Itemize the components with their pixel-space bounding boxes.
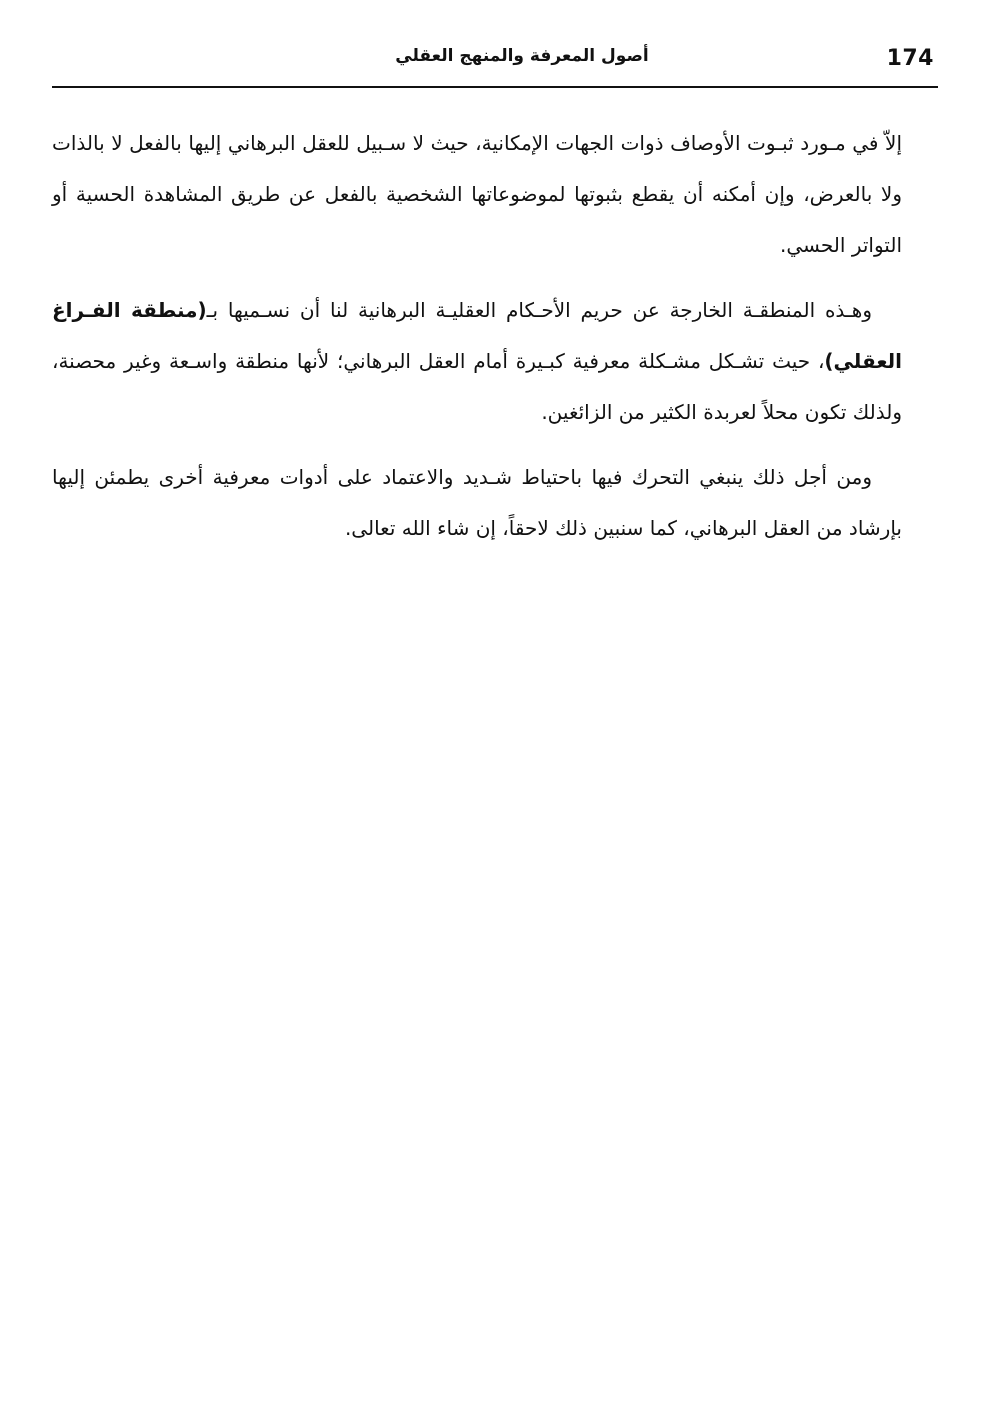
header-divider <box>52 86 938 88</box>
term-emphasis: (منطقة الفـراغ العقلي) <box>52 298 902 373</box>
paragraph-1: إلاّ في مـورد ثبـوت الأوصاف ذوات الجهات الإمكانية، حيث لا سـبيل للعقل البرهاني إليها بالفعل لا بالذات ولا بالعرض، وإن أمكنه أن يقطع بثبوتها لموضوعاتها الشخصية بالفعل عن طريق المشاهدة الحسية أو التواتر الحسي. <box>52 131 902 257</box>
paragraph-2-text-start: وهـذه المنطقـة الخارجة عن حريم الأحـكام العقليـة البرهانية لنا أن نسـميها بـ <box>206 298 872 322</box>
running-title: أصول المعرفة والمنهج العقلي <box>395 46 649 66</box>
paragraph-2 <box>52 285 902 438</box>
body-text <box>52 118 902 568</box>
paragraph-3: ومن أجل ذلك ينبغي التحرك فيها باحتياط شـديد والاعتماد على أدوات معرفية أخرى يطمئن إليها بإرشاد من العقل البرهاني، كما سنبين ذلك لاحقاً، إن شاء الله تعالى. <box>52 465 902 540</box>
page-number: 174 <box>886 46 934 71</box>
paragraph-2-text-end: ، حيث تشـكل مشـكلة معرفية كبـيرة أمام العقل البرهاني؛ لأنها منطقة واسـعة وغير محصنة، ولذلك تكون محلاً لعربدة الكثير من الزائغين. <box>52 349 902 424</box>
page-header <box>52 40 938 86</box>
